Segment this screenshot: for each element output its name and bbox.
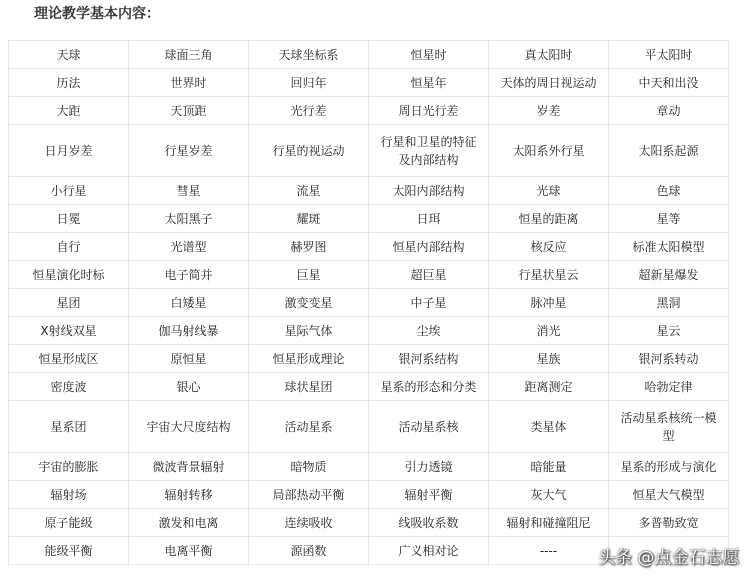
- table-row: [9, 317, 729, 345]
- table-cell: 天球坐标系: [249, 41, 369, 69]
- table-cell: 真太阳时: [489, 41, 609, 69]
- table-cell: 光谱型: [129, 233, 249, 261]
- table-cell: 日珥: [369, 205, 489, 233]
- table-row: [9, 177, 729, 205]
- table-cell: 太阳系起源: [609, 125, 729, 177]
- table-row: [9, 97, 729, 125]
- content-table: [8, 40, 729, 565]
- table-cell: 恒星的距离: [489, 205, 609, 233]
- table-cell: 岁差: [489, 97, 609, 125]
- table-cell: 消光: [489, 317, 609, 345]
- table-cell: 辐射转移: [129, 481, 249, 509]
- table-cell: 超新星爆发: [609, 261, 729, 289]
- table-cell: 小行星: [9, 177, 129, 205]
- table-cell: 核反应: [489, 233, 609, 261]
- table-cell: 尘埃: [369, 317, 489, 345]
- table-row: [9, 261, 729, 289]
- table-cell: 星族: [489, 345, 609, 373]
- table-cell: 电离平衡: [129, 537, 249, 565]
- table-row: [9, 453, 729, 481]
- table-cell: 彗星: [129, 177, 249, 205]
- table-cell: 活动星系核: [369, 401, 489, 453]
- table-cell: 超巨星: [369, 261, 489, 289]
- table-cell: 平太阳时: [609, 41, 729, 69]
- table-cell: 暗物质: [249, 453, 369, 481]
- table-cell: 银河系结构: [369, 345, 489, 373]
- table-cell: 流星: [249, 177, 369, 205]
- table-cell: 世界时: [129, 69, 249, 97]
- table-row: [9, 69, 729, 97]
- table-cell: 恒星内部结构: [369, 233, 489, 261]
- table-cell: 灰大气: [489, 481, 609, 509]
- table-cell: 球状星团: [249, 373, 369, 401]
- table-cell: 电子简并: [129, 261, 249, 289]
- table-row: [9, 373, 729, 401]
- table-cell: 脉冲星: [489, 289, 609, 317]
- table-row: [9, 125, 729, 177]
- table-cell: 行星的视运动: [249, 125, 369, 177]
- table-cell: 星等: [609, 205, 729, 233]
- table-cell: 局部热动平衡: [249, 481, 369, 509]
- table-cell: 辐射平衡: [369, 481, 489, 509]
- table-cell: 色球: [609, 177, 729, 205]
- table-cell: 行星状星云: [489, 261, 609, 289]
- table-cell: 恒星时: [369, 41, 489, 69]
- table-row: [9, 401, 729, 453]
- table-cell: 标准太阳模型: [609, 233, 729, 261]
- table-cell: 源函数: [249, 537, 369, 565]
- table-cell: 星系团: [9, 401, 129, 453]
- table-cell: 能级平衡: [9, 537, 129, 565]
- table-cell: 光球: [489, 177, 609, 205]
- table-cell: 引力透镜: [369, 453, 489, 481]
- table-cell: 历法: [9, 69, 129, 97]
- table-cell: 恒星大气模型: [609, 481, 729, 509]
- table-row: [9, 481, 729, 509]
- table-cell: 银河系转动: [609, 345, 729, 373]
- table-cell: 太阳系外行星: [489, 125, 609, 177]
- table-cell: 多普勒致宽: [609, 509, 729, 537]
- table-cell: 激变变星: [249, 289, 369, 317]
- table-cell: 赫罗图: [249, 233, 369, 261]
- table-row: [9, 509, 729, 537]
- table-cell: 自行: [9, 233, 129, 261]
- table-row: [9, 205, 729, 233]
- table-cell: 广义相对论: [369, 537, 489, 565]
- table-cell: 恒星形成区: [9, 345, 129, 373]
- table-cell: 章动: [609, 97, 729, 125]
- table-row: [9, 289, 729, 317]
- table-cell: 白矮星: [129, 289, 249, 317]
- table-cell: 行星岁差: [129, 125, 249, 177]
- table-cell: 中天和出没: [609, 69, 729, 97]
- table-cell: ----: [489, 537, 609, 565]
- table-row: [9, 41, 729, 69]
- table-cell: 行星和卫星的特征及内部结构: [369, 125, 489, 177]
- table-cell: 恒星年: [369, 69, 489, 97]
- table-cell: 银心: [129, 373, 249, 401]
- table-row: [9, 345, 729, 373]
- table-cell: 球面三角: [129, 41, 249, 69]
- table-cell: 天顶距: [129, 97, 249, 125]
- table-cell: 中子星: [369, 289, 489, 317]
- table-cell: 太阳内部结构: [369, 177, 489, 205]
- table-cell: X射线双星: [9, 317, 129, 345]
- table-cell: 密度波: [9, 373, 129, 401]
- table-cell: 天体的周日视运动: [489, 69, 609, 97]
- table-cell: 黑洞: [609, 289, 729, 317]
- table-cell: 微波背景辐射: [129, 453, 249, 481]
- page-title: 理论教学基本内容：: [34, 6, 160, 22]
- table-cell: 距离测定: [489, 373, 609, 401]
- table-cell: 伽马射线暴: [129, 317, 249, 345]
- table-cell: 日冕: [9, 205, 129, 233]
- table-cell: 回归年: [249, 69, 369, 97]
- table-cell: 日月岁差: [9, 125, 129, 177]
- table-cell: 线吸收系数: [369, 509, 489, 537]
- table-row: [9, 233, 729, 261]
- table-cell: 天球: [9, 41, 129, 69]
- table-cell: 活动星系: [249, 401, 369, 453]
- table-cell: 活动星系核统一模型: [609, 401, 729, 453]
- watermark: 头条 @点金石志愿: [598, 548, 740, 568]
- table-cell: 星际气体: [249, 317, 369, 345]
- table-cell: 连续吸收: [249, 509, 369, 537]
- table-cell: 星系的形态和分类: [369, 373, 489, 401]
- table-cell: 原子能级: [9, 509, 129, 537]
- table-cell: 哈勃定律: [609, 373, 729, 401]
- table-cell: 太阳黑子: [129, 205, 249, 233]
- table-cell: 光行差: [249, 97, 369, 125]
- table-cell: 巨星: [249, 261, 369, 289]
- table-cell: 周日光行差: [369, 97, 489, 125]
- table-cell: 恒星演化时标: [9, 261, 129, 289]
- table-cell: 星系的形成与演化: [609, 453, 729, 481]
- table-cell: 星云: [609, 317, 729, 345]
- table-cell: 辐射和碰撞阻尼: [489, 509, 609, 537]
- table-cell: 类星体: [489, 401, 609, 453]
- table-cell: 耀斑: [249, 205, 369, 233]
- table-cell: 激发和电离: [129, 509, 249, 537]
- table-cell: 辐射场: [9, 481, 129, 509]
- table-cell: 宇宙的膨胀: [9, 453, 129, 481]
- table-cell: 暗能量: [489, 453, 609, 481]
- table-cell: 恒星形成理论: [249, 345, 369, 373]
- table-cell: 宇宙大尺度结构: [129, 401, 249, 453]
- table-cell: 星团: [9, 289, 129, 317]
- table-cell: 大距: [9, 97, 129, 125]
- table-cell: 原恒星: [129, 345, 249, 373]
